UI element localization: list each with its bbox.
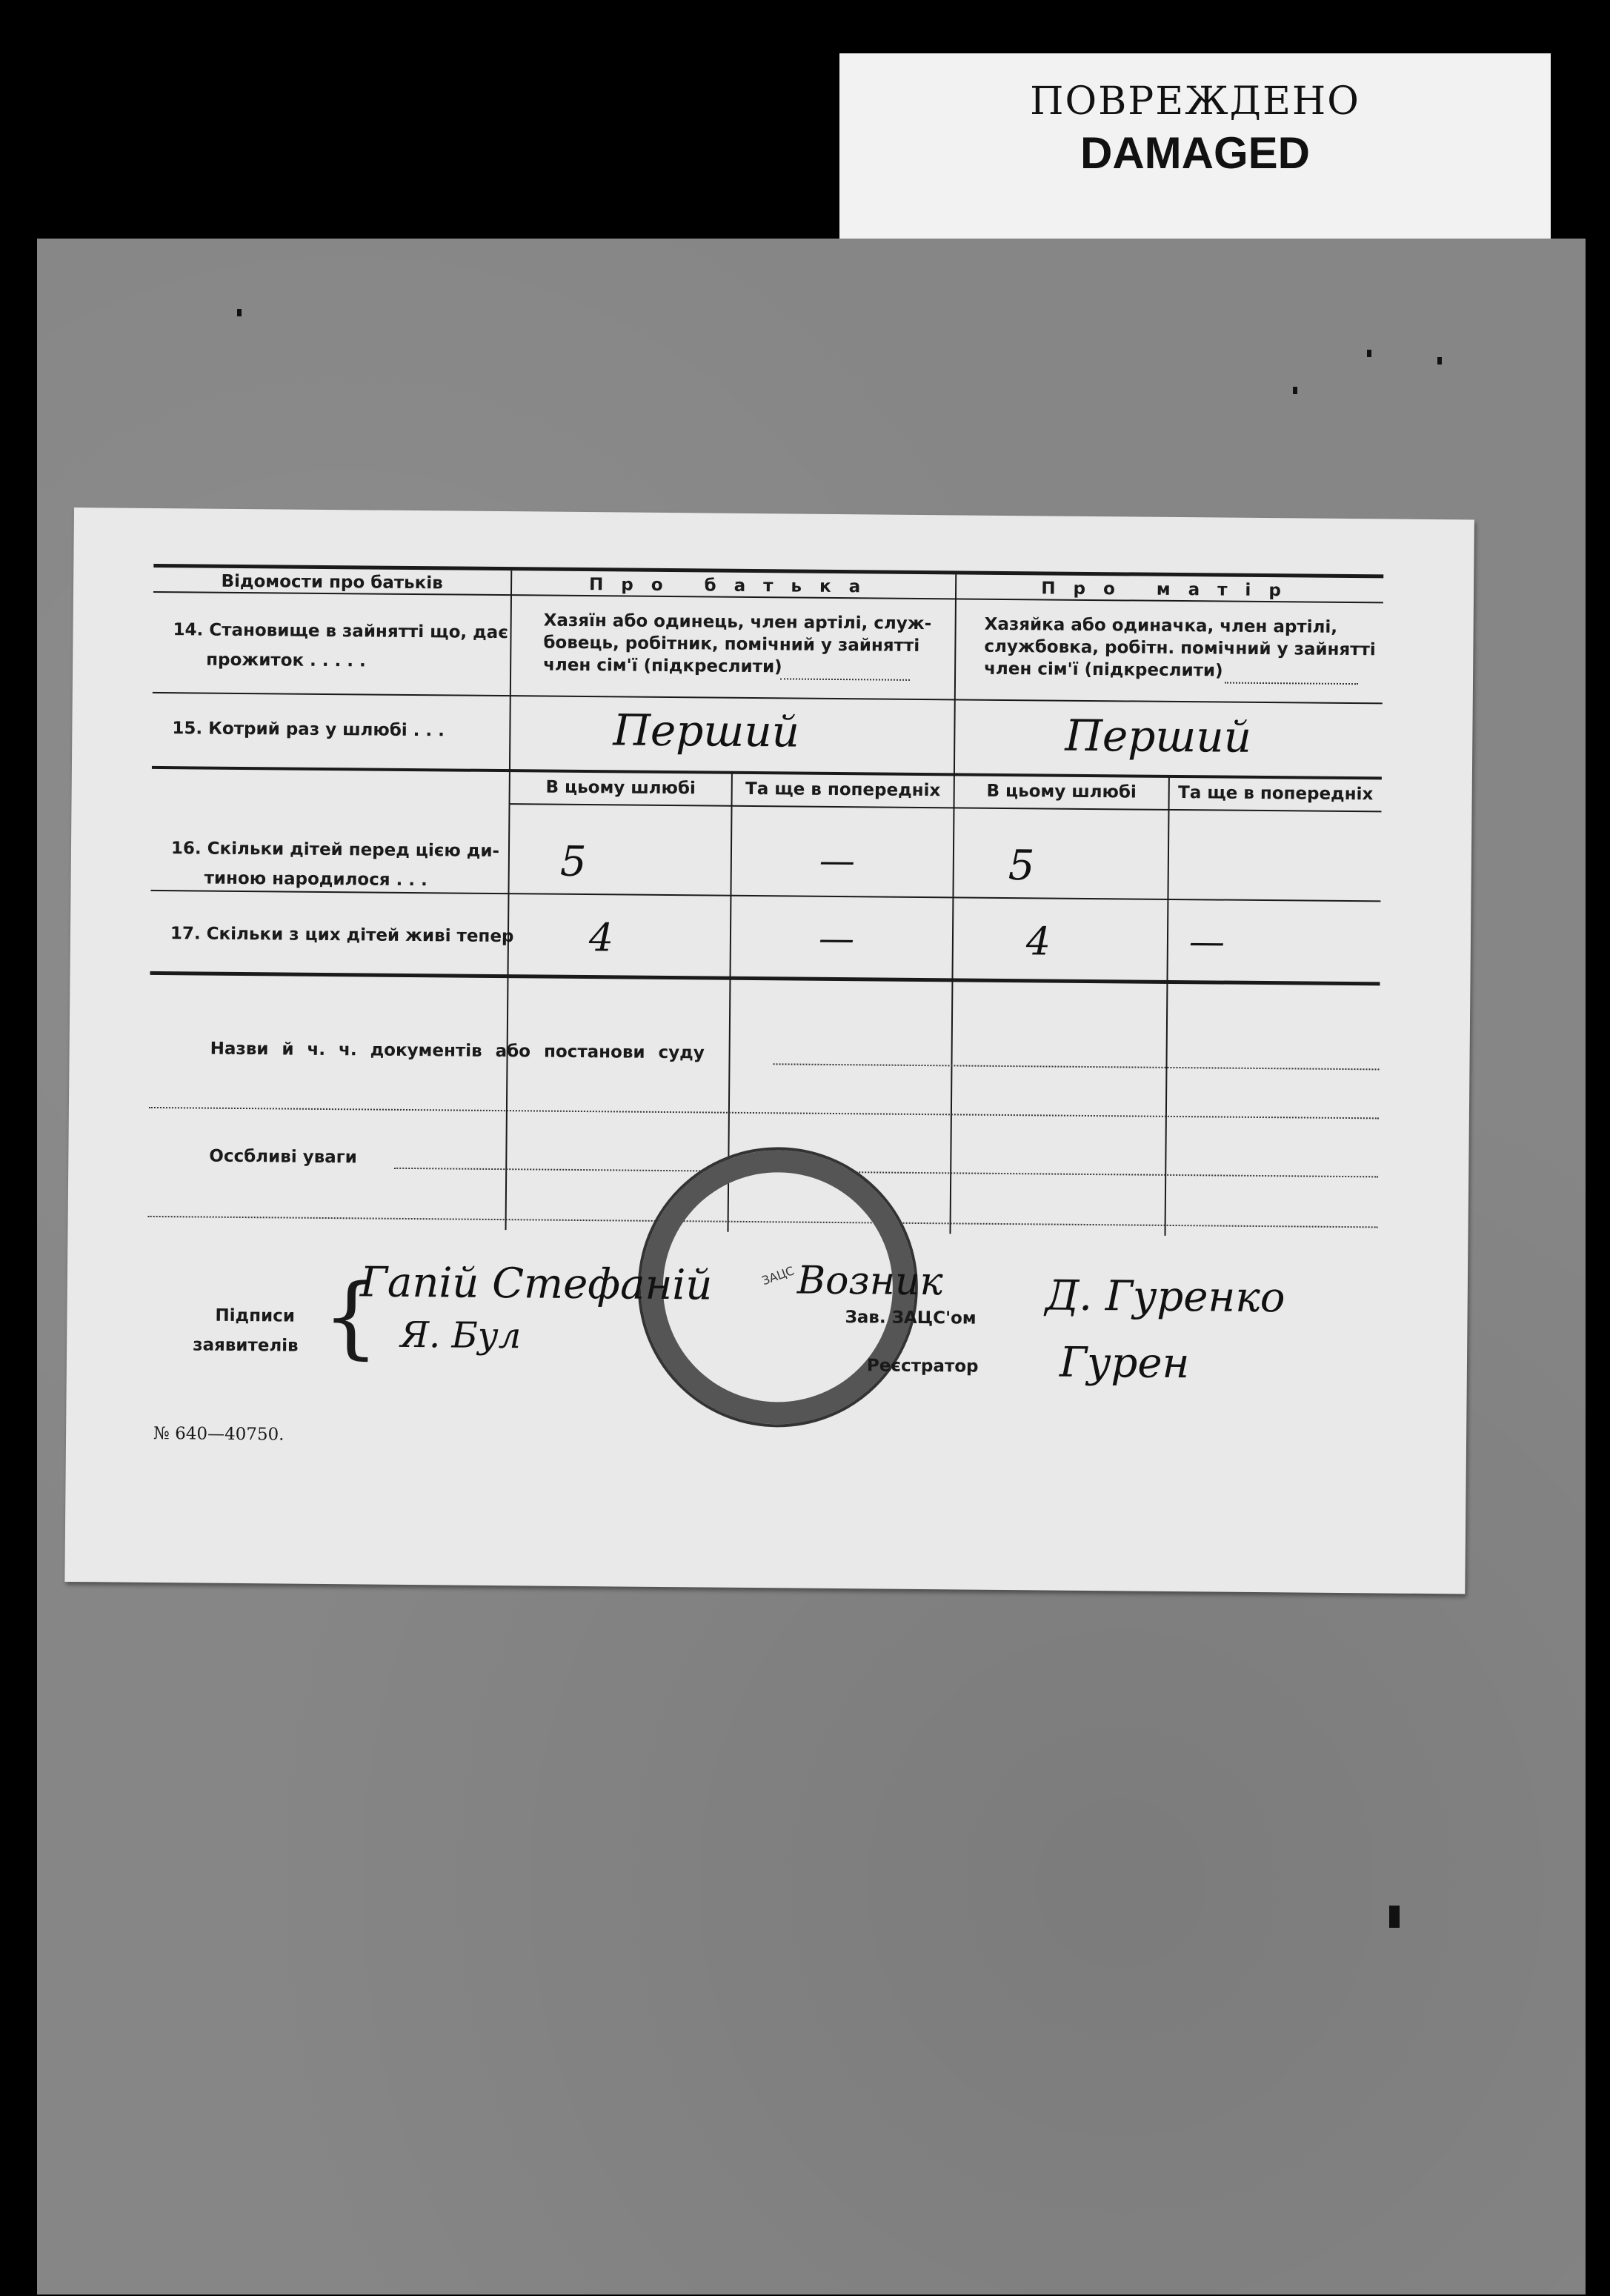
speck [1437,357,1442,365]
row14-label-line2: прожиток . . . . . [206,650,366,671]
registrar-label: Реєстратор [866,1356,979,1377]
registrar-signature: Гурен [1059,1338,1190,1388]
header-mother-column: Про матір [1041,579,1299,601]
row16-father-previous: — [819,839,856,882]
row16-mother-this: 5 [1008,842,1035,891]
row16-father-this: 5 [559,837,587,887]
row14-mother-line1: Хазяйка або одиначка, член артілі, [984,614,1338,637]
row17-father-this: 4 [588,916,614,961]
row16-label-line1: 16. Скільки дітей перед цією ди- [170,839,500,862]
row15-mother-value: Перший [1065,710,1252,762]
mother-this-marriage-header: В цьому шлюбі [986,781,1137,802]
applicant-signature-2: Я. Бул [400,1314,522,1357]
speck [1389,1906,1400,1928]
father-this-marriage-header: В цьому шлюбі [545,777,696,799]
remarks-label: Осcбливі уваги [209,1146,357,1168]
signature-brace: { [322,1265,380,1369]
header-father-column: Про батька [588,575,879,597]
official-stamp: ЗАЦС [636,1146,919,1428]
row14-father-line2: бовець, робітник, помічний у зайнятті [543,633,920,656]
head-of-registry-label: Зав. ЗАЦС'ом [845,1308,977,1328]
row14-mother-line2: службовка, робітн. помічний у зайнятті [984,636,1376,660]
form-number: № 640—40750. [153,1423,285,1445]
applicants-label-line2: заявителів [193,1335,299,1356]
row17-father-previous: — [818,917,855,960]
damaged-label-ukrainian: ПОВРЕЖДЕНО [1030,79,1360,124]
row17-mother-previous: — [1188,921,1225,963]
mother-previous-header: Та ще в попередніх [1177,783,1374,805]
row17-mother-this: 4 [1025,919,1051,965]
row14-father-line3: член сім'ї (підкреслити) [543,655,782,677]
speck [1293,387,1297,394]
row16-label-line2: тиною народилося . . . [204,868,428,891]
applicant-signature-1: Гапій Стефаній [359,1258,713,1310]
damaged-label-english: DAMAGED [1080,128,1310,178]
stamp-overlay-signature: Возник [796,1258,943,1305]
head-of-registry-signature: Д. Гуренко [1045,1271,1285,1322]
row14-label-line1: 14. Становище в зайнятті що, дає [173,620,509,643]
documents-label: Назви й ч. ч. документів або постанови суду [210,1039,705,1063]
row17-label: 17. Скільки з цих дітей живі тепер [170,924,514,947]
applicants-label-line1: Підписи [215,1305,296,1326]
row14-father-line1: Хазяїн або одинець, член артілі, служ- [543,610,932,634]
speck [1367,350,1371,357]
row15-label: 15. Котрий раз у шлюбі . . . [172,719,445,741]
record-card [64,508,1474,1594]
speck [237,309,242,316]
header-info-column: Відомости про батьків [221,571,443,593]
row15-father-value: Перший [613,705,800,757]
archive-damaged-label [839,53,1551,247]
father-previous-header: Та ще в попередніх [745,779,941,801]
row14-mother-line3: член сім'ї (підкреслити) [984,659,1223,681]
